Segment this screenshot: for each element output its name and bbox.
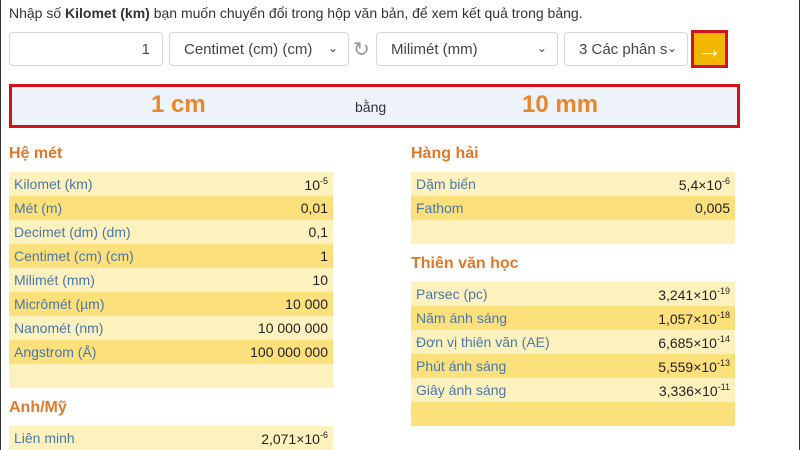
unit-value xyxy=(658,286,730,303)
unit-label: Parsec (pc) xyxy=(416,286,488,302)
table-row xyxy=(9,340,333,364)
table-row xyxy=(411,306,735,330)
value-base: 10 000 xyxy=(285,296,328,312)
unit-value xyxy=(658,358,730,375)
value-base: 6,685×10 xyxy=(658,334,717,351)
from-unit-select[interactable]: Centimet (cm) (cm) ⌄ xyxy=(169,32,349,66)
table-row xyxy=(9,292,333,316)
unit-label: Fathom xyxy=(416,200,464,216)
value-exponent: -19 xyxy=(716,285,730,296)
value-base: 0,1 xyxy=(308,224,328,240)
chevron-down-icon: ⌄ xyxy=(536,41,547,55)
section-title-astronomy: Thiên văn học xyxy=(411,255,519,272)
value-base: 5,559×10 xyxy=(658,358,717,375)
unit-label: Kilomet (km) xyxy=(14,176,93,192)
value-exponent: -6 xyxy=(721,175,730,186)
unit-label: Micrômét (µm) xyxy=(14,296,105,312)
unit-value xyxy=(261,430,328,447)
table-row xyxy=(411,402,735,426)
value-exponent: -18 xyxy=(716,309,730,320)
value-exponent: -5 xyxy=(319,175,328,186)
result-box xyxy=(9,84,740,128)
unit-label: Decimet (dm) (dm) xyxy=(14,224,131,240)
table-row xyxy=(9,244,333,268)
chevron-down-icon: ⌄ xyxy=(327,41,338,55)
unit-value xyxy=(250,344,328,360)
unit-value xyxy=(301,200,328,216)
table-row xyxy=(411,378,735,402)
value-base: 1,057×10 xyxy=(658,310,717,327)
table-row xyxy=(411,220,735,244)
unit-label: Centimet (cm) (cm) xyxy=(14,248,134,264)
table-row xyxy=(411,282,735,306)
to-unit-select[interactable]: Milimét (mm) ⌄ xyxy=(376,32,558,66)
value-exponent: -11 xyxy=(717,381,730,392)
unit-value xyxy=(258,320,328,336)
imperial-table xyxy=(9,426,333,450)
precision-select[interactable]: 3 Các phân s ⌄ xyxy=(564,32,688,66)
value-base: 1 xyxy=(320,248,328,264)
value-input[interactable]: 1 xyxy=(9,32,163,66)
table-row xyxy=(411,330,735,354)
value-base: 3,241×10 xyxy=(658,286,717,303)
unit-value xyxy=(659,382,730,399)
value-base: 10 xyxy=(304,176,320,193)
refresh-icon[interactable]: ↻ xyxy=(353,39,370,61)
table-row xyxy=(9,316,333,340)
table-row xyxy=(411,354,735,378)
unit-label: Liên minh xyxy=(14,430,75,446)
value-base: 10 000 000 xyxy=(257,320,328,336)
section-title-nautical: Hàng hải xyxy=(411,145,479,162)
value-base: 3,336×10 xyxy=(658,382,718,399)
unit-value xyxy=(679,176,730,193)
table-row xyxy=(9,172,333,196)
table-row xyxy=(411,172,735,196)
unit-value xyxy=(312,272,328,288)
unit-value xyxy=(695,200,730,216)
value-base: 0,005 xyxy=(694,200,730,216)
value-exponent: -6 xyxy=(319,429,328,440)
arrow-right-icon: → xyxy=(696,33,723,64)
unit-label: Nanomét (nm) xyxy=(14,320,104,336)
unit-label: Đơn vị thiên văn (AE) xyxy=(416,334,550,350)
table-row xyxy=(9,196,333,220)
value-base: 10 xyxy=(312,272,328,288)
result-equals: bằng xyxy=(355,99,387,115)
instruction-text: Nhập số Kilomet (km) bạn muốn chuyển đổi trong hộp văn bản, để xem kết quả trong bảng. xyxy=(9,5,583,21)
value-base: 2,071×10 xyxy=(261,430,320,447)
unit-value xyxy=(309,224,328,240)
convert-button[interactable] xyxy=(691,30,728,68)
unit-value xyxy=(658,334,730,351)
chevron-down-icon: ⌄ xyxy=(666,41,677,55)
table-row xyxy=(9,268,333,292)
unit-value xyxy=(320,248,328,264)
unit-label: Năm ánh sáng xyxy=(416,310,508,326)
table-row xyxy=(9,426,333,450)
value-base: 100 000 000 xyxy=(250,344,328,360)
unit-label: Giây ánh sáng xyxy=(416,382,507,398)
table-row xyxy=(411,196,735,220)
unit-label: Angstrom (Å) xyxy=(14,344,97,360)
value-exponent: -13 xyxy=(716,357,730,368)
result-to: 10 mm xyxy=(522,91,599,118)
unit-label: Dặm biển xyxy=(416,176,476,192)
unit-label: Mét (m) xyxy=(14,200,63,216)
unit-label: Milimét (mm) xyxy=(14,272,95,288)
value-exponent: -14 xyxy=(716,333,730,344)
unit-label: Phút ánh sáng xyxy=(416,358,507,374)
table-row xyxy=(9,364,333,388)
unit-value xyxy=(285,296,328,312)
value-base: 0,01 xyxy=(300,200,328,216)
nautical-table xyxy=(411,172,735,244)
table-row xyxy=(9,220,333,244)
section-title-metric: Hệ mét xyxy=(9,145,63,162)
metric-table xyxy=(9,172,333,388)
unit-value xyxy=(658,310,730,327)
value-base: 5,4×10 xyxy=(678,176,722,193)
result-from: 1 cm xyxy=(151,91,206,118)
unit-value xyxy=(304,176,328,193)
section-title-imperial: Anh/Mỹ xyxy=(9,399,67,416)
astronomy-table xyxy=(411,282,735,426)
